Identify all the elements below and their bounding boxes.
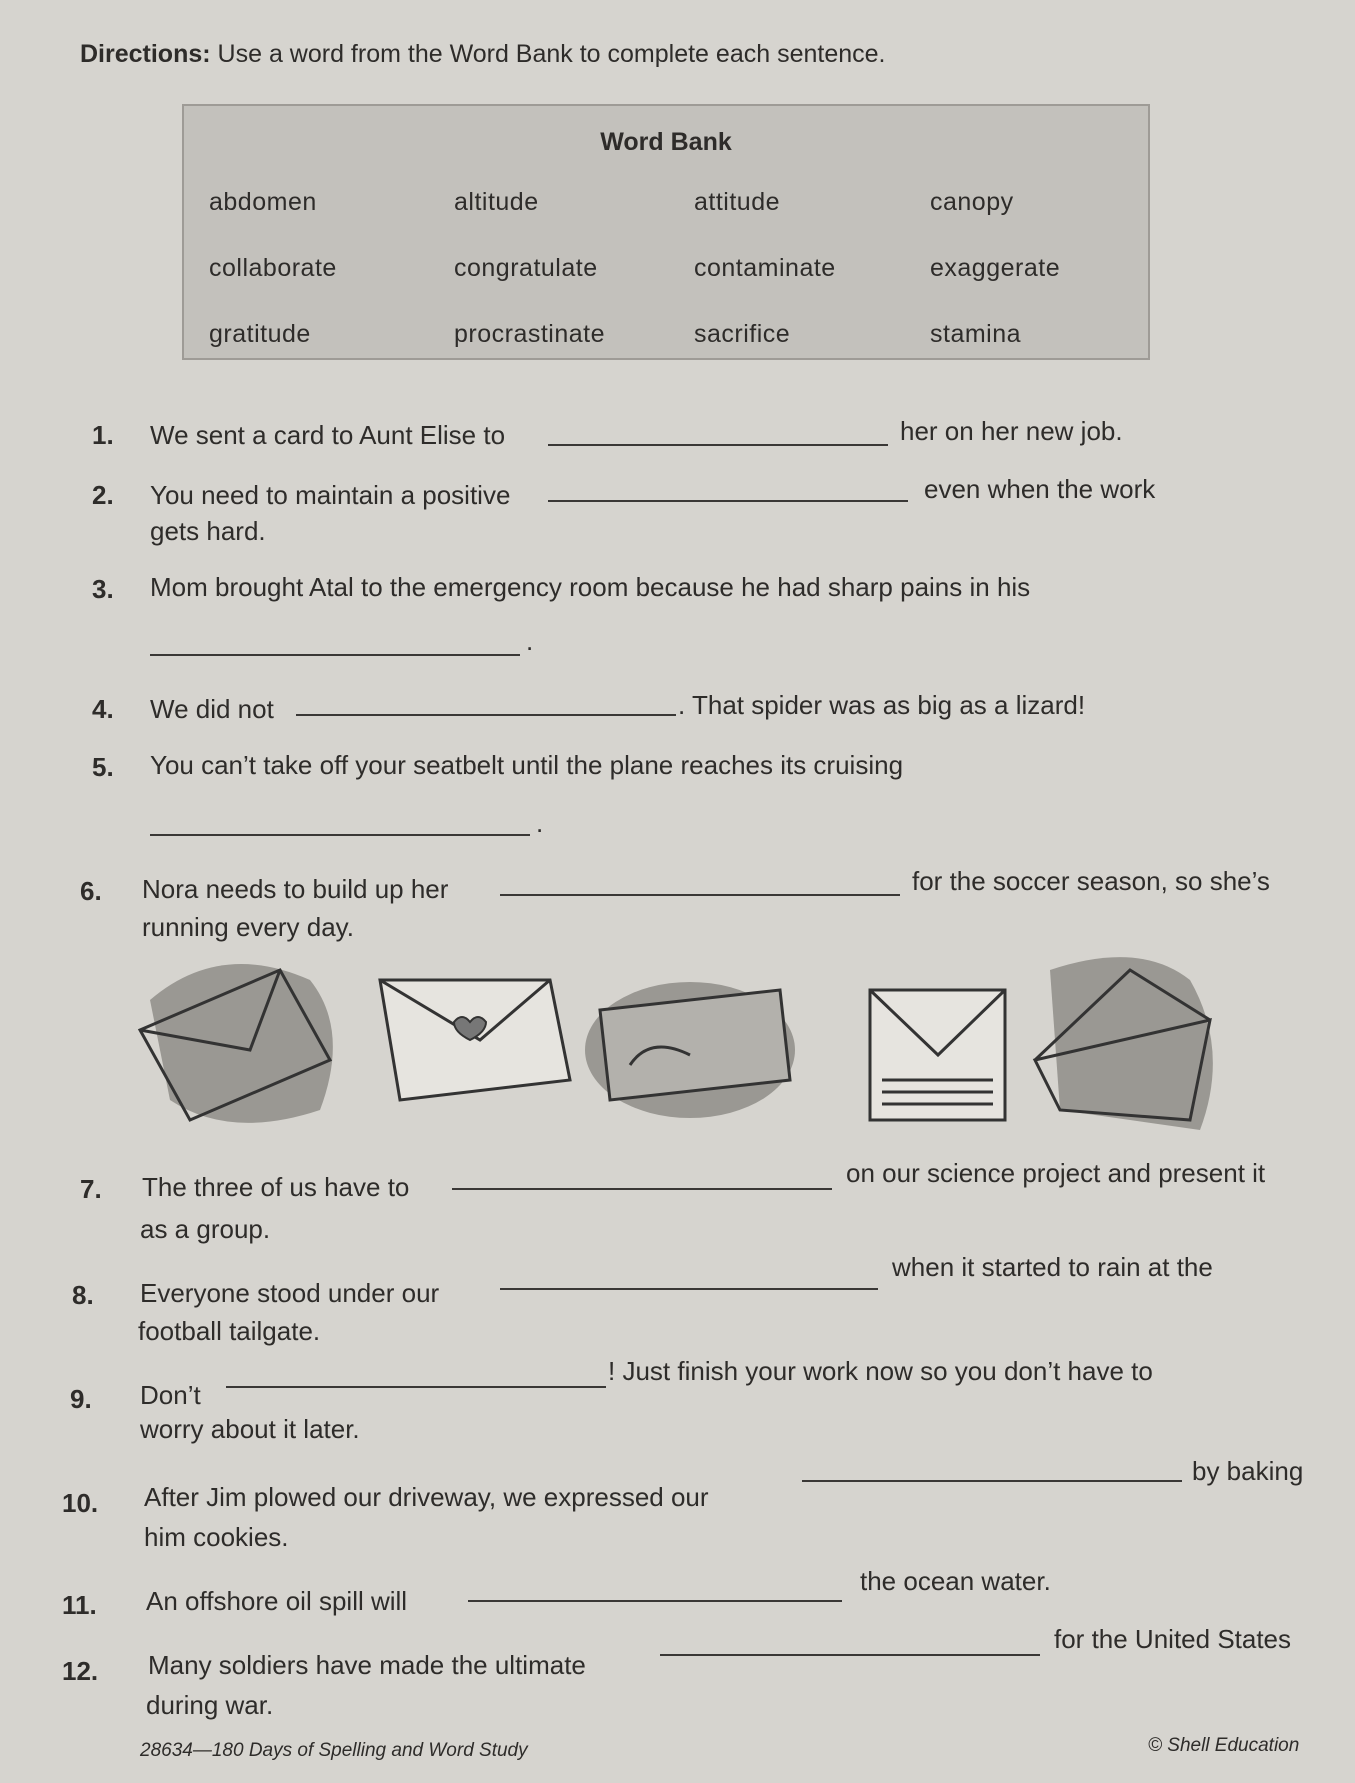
word-bank-word: gratitude: [209, 320, 311, 348]
item-number: 8.: [72, 1280, 94, 1310]
answer-blank[interactable]: [150, 654, 520, 656]
sentence-text: during war.: [146, 1690, 274, 1720]
word-bank-word: canopy: [930, 188, 1014, 216]
footer-copyright: © Shell Education: [1148, 1735, 1300, 1756]
sentence-text: You need to maintain a positive: [150, 480, 511, 510]
footer-book-title: 28634—180 Days of Spelling and Word Study: [140, 1740, 528, 1761]
word-bank-word: altitude: [454, 188, 539, 216]
sentence-text: You can’t take off your seatbelt until the plane reaches its cruising: [150, 750, 904, 780]
envelope-heart-icon: [380, 980, 570, 1100]
sentence-text: An offshore oil spill will: [146, 1586, 408, 1616]
answer-blank[interactable]: [660, 1654, 1040, 1656]
sentence-text: Mom brought Atal to the emergency room because he had sharp pains in his: [150, 572, 1031, 602]
sentence-text: gets hard.: [150, 516, 266, 546]
striped-envelope-icon: [870, 990, 1005, 1120]
sentence-text: by baking: [1192, 1456, 1304, 1486]
sentence-text: Nora needs to build up her: [142, 874, 449, 904]
answer-blank[interactable]: [296, 714, 676, 716]
sentence-text: The three of us have to: [142, 1172, 410, 1202]
item-number: 11.: [62, 1590, 97, 1620]
item-number: 6.: [80, 876, 102, 906]
word-bank-word: contaminate: [694, 254, 836, 282]
sentence-text: running every day.: [142, 912, 354, 942]
sentence-text: the ocean water.: [860, 1566, 1051, 1596]
sentence-text: ! Just finish your work now so you don’t have to: [608, 1356, 1153, 1386]
answer-blank[interactable]: [150, 834, 530, 836]
item-number: 2.: [92, 480, 114, 510]
sentence-text: as a group.: [140, 1214, 271, 1244]
sentence-text: Many soldiers have made the ultimate: [148, 1650, 586, 1680]
envelopes-illustration: [130, 940, 1240, 1140]
answer-blank[interactable]: [500, 894, 900, 896]
sentence-text: We did not: [150, 694, 274, 724]
sentence-text: for the United States: [1054, 1624, 1292, 1654]
answer-blank[interactable]: [226, 1386, 606, 1388]
item-number: 9.: [70, 1384, 92, 1414]
sentence-text: him cookies.: [144, 1522, 289, 1552]
word-bank-word: stamina: [930, 320, 1022, 348]
stamp-envelope-icon: [585, 982, 795, 1118]
item-number: 7.: [80, 1174, 102, 1204]
item-number: 3.: [92, 574, 114, 604]
item-number: 4.: [92, 694, 114, 724]
item-number: 1.: [92, 420, 114, 450]
word-bank-word: procrastinate: [454, 320, 606, 348]
word-bank-word: sacrifice: [694, 320, 791, 348]
sentence-text: even when the work: [924, 474, 1156, 504]
sentence-text: . That spider was as big as a lizard!: [678, 690, 1086, 720]
envelope-icon: [140, 964, 333, 1123]
word-bank-word: exaggerate: [930, 254, 1061, 282]
item-number: 5.: [92, 752, 114, 782]
word-bank-word: congratulate: [454, 254, 598, 282]
sentence-text: football tailgate.: [138, 1316, 321, 1346]
item-number: 12.: [62, 1656, 99, 1686]
sentence-text: when it started to rain at the: [892, 1252, 1213, 1282]
sentence-text: for the soccer season, so she’s: [912, 866, 1270, 896]
word-bank-word: abdomen: [209, 188, 317, 216]
answer-blank[interactable]: [548, 500, 908, 502]
directions-text: Use a word from the Word Bank to complete each sentence.: [217, 40, 886, 68]
sentence-text: on our science project and present it: [846, 1158, 1266, 1188]
item-number: 10.: [62, 1488, 99, 1518]
sentence-text: .: [536, 808, 544, 838]
answer-blank[interactable]: [500, 1288, 878, 1290]
directions-label: Directions:: [80, 40, 211, 68]
word-bank-word: collaborate: [209, 254, 337, 282]
sentence-text: her on her new job.: [900, 416, 1123, 446]
word-bank-title: Word Bank: [600, 128, 732, 156]
open-envelope-icon: [1035, 957, 1213, 1130]
answer-blank[interactable]: [548, 444, 888, 446]
directions: [80, 40, 885, 69]
answer-blank[interactable]: [452, 1188, 832, 1190]
answer-blank[interactable]: [468, 1600, 842, 1602]
sentence-text: Everyone stood under our: [140, 1278, 440, 1308]
word-bank-word: attitude: [694, 188, 781, 216]
sentence-text: worry about it later.: [140, 1414, 360, 1444]
sentence-text: Don’t: [140, 1380, 201, 1410]
sentence-text: We sent a card to Aunt Elise to: [150, 420, 506, 450]
word-bank: [182, 104, 1150, 360]
sentence-text: After Jim plowed our driveway, we expressed our: [144, 1482, 709, 1512]
answer-blank[interactable]: [802, 1480, 1182, 1482]
sentence-text: .: [526, 626, 534, 656]
